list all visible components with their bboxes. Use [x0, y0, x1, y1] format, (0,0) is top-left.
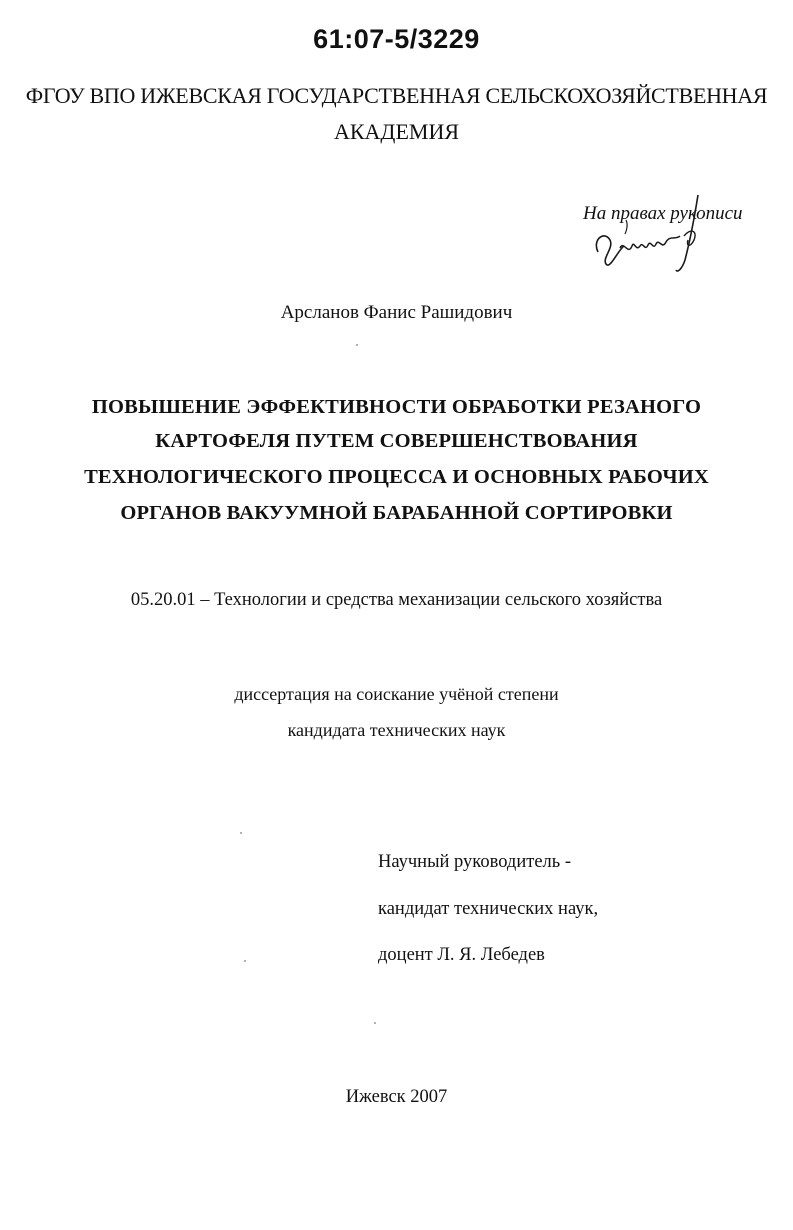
dissertation-title-line4: ОРГАНОВ ВАКУУМНОЙ БАРАБАННОЙ СОРТИРОВКИ [120, 502, 673, 524]
scan-speck [244, 960, 246, 962]
author-name: Арсланов Фанис Рашидович [280, 302, 513, 323]
dissertation-title-line2: КАРТОФЕЛЯ ПУТЕМ СОВЕРШЕНСТВОВАНИЯ [155, 430, 638, 452]
supervisor-heading: Научный руководитель - [378, 852, 571, 872]
scan-speck [374, 1022, 376, 1024]
specialty-code: 05.20.01 – Технологии и средства механизации сельского хозяйства [130, 590, 663, 610]
handwritten-signature [590, 190, 720, 280]
catalog-number: 61:07-5/3229 [313, 24, 480, 54]
scan-speck [356, 344, 358, 346]
dissertation-title-line1: ПОВЫШЕНИЕ ЭФФЕКТИВНОСТИ ОБРАБОТКИ РЕЗАНОГО [91, 396, 702, 418]
supervisor-degree: кандидат технических наук, [378, 899, 599, 919]
dissertation-title-line3: ТЕХНОЛОГИЧЕСКОГО ПРОЦЕССА И ОСНОВНЫХ РАБОЧИХ [84, 466, 709, 488]
manuscript-rights-note: На правах рукописи [583, 203, 743, 224]
city-year: Ижевск 2007 [345, 1087, 448, 1107]
scan-speck [240, 832, 242, 834]
institution-name-line2: АКАДЕМИЯ [333, 119, 460, 144]
degree-line2: кандидата технических наук [287, 720, 506, 740]
institution-name-line1: ФГОУ ВПО ИЖЕВСКАЯ ГОСУДАРСТВЕННАЯ СЕЛЬСКОХОЗЯЙСТВЕННАЯ [25, 83, 768, 108]
degree-line1: диссертация на соискание учёной степени [234, 684, 559, 704]
supervisor-name: доцент Л. Я. Лебедев [378, 945, 545, 965]
